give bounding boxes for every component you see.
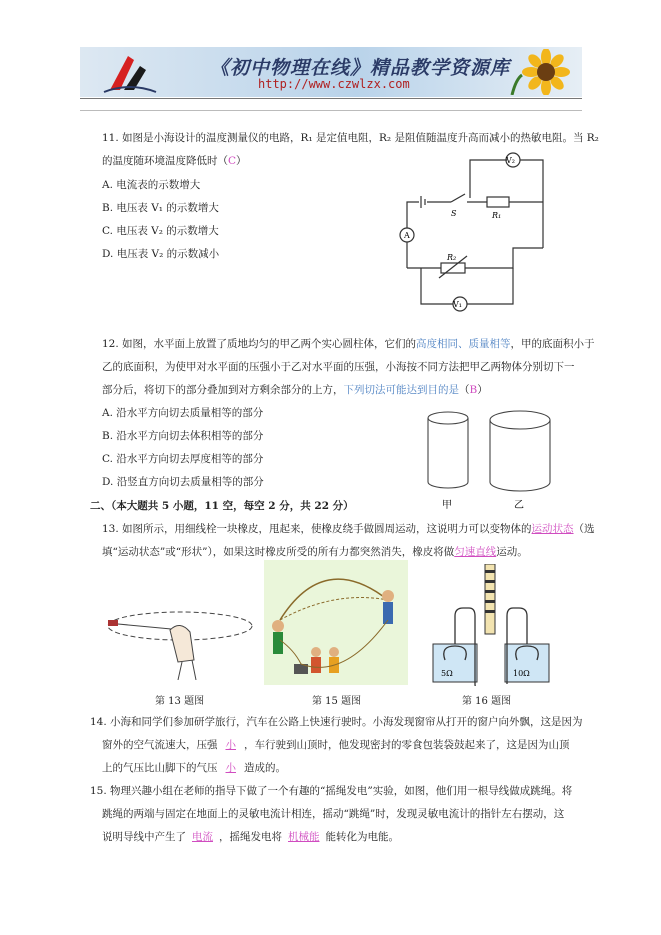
fig15-caption: 第 15 题图 <box>312 696 362 707</box>
fig16-joule-heating <box>425 564 560 686</box>
q12-answer: B <box>469 384 478 396</box>
resistor-5-label: 5Ω <box>441 669 453 678</box>
fig13-caption: 第 13 题图 <box>155 696 205 707</box>
circuit-ammeter-label: A <box>404 231 410 240</box>
fig16-caption: 第 16 题图 <box>462 696 512 707</box>
q13-answer-1: 运动状态 <box>531 523 574 535</box>
q12-line2: 乙的底面积，为使甲对水平面的压强小于乙对水平面的压强，小海按不同方法把甲乙两物体分别切下一 <box>102 361 575 373</box>
q12-line1: 12. 如图，水平面上放置了质地均匀的甲乙两个实心圆柱体，它们的高度相同、质量相等，甲的底面积小于 <box>102 338 595 350</box>
q11-option-b: B. 电压表 V₁ 的示数增大 <box>102 202 219 214</box>
circuit-r2-label: R₂ <box>447 253 457 262</box>
header-rule-thin <box>80 110 582 111</box>
header-banner <box>80 47 582 97</box>
section2-heading: 二、（本大题共 5 小题，11 空，每空 2 分，共 22 分） <box>90 500 354 512</box>
q11-answer: C <box>228 155 237 167</box>
banner-url: http://www.czwlzx.com <box>258 77 410 91</box>
q15-answer-1: 电流 <box>192 831 213 843</box>
q11-option-a: A. 电流表的示数增大 <box>102 179 201 191</box>
q15-line1: 15. 物理兴趣小组在老师的指导下做了一个有趣的“摇绳发电”实验，如图，他们用一根导线做成跳绳。将 <box>90 785 573 797</box>
q12-option-d: D. 沿竖直方向切去质量相等的部分 <box>102 476 264 488</box>
q14-line3: 上的气压比山脚下的气压 小 造成的。 <box>102 762 286 774</box>
q13-line1: 13. 如图所示，用细线栓一块橡皮，甩起来，使橡皮绕手做圆周运动，这说明力可以变物体的运动状态（选 <box>102 523 595 535</box>
q11-option-c: C. 电压表 V₂ 的示数增大 <box>102 225 219 237</box>
header-rule <box>80 98 582 99</box>
q11-line2: 的温度随环境温度降低时（C） <box>102 155 247 167</box>
logo-icon <box>100 52 160 94</box>
q13-answer-2: 匀速直线 <box>454 546 497 558</box>
banner-title: 《初中物理在线》精品教学资源库 <box>210 57 511 79</box>
circuit-v1-label: V₁ <box>453 300 462 309</box>
fig15-rope-generator <box>264 560 408 685</box>
q12-option-c: C. 沿水平方向切去厚度相等的部分 <box>102 453 264 465</box>
q11-line1: 11. 如图是小海设计的温度测量仪的电路，R₁ 是定值电阻，R₂ 是阻值随温度升高而减小的热敏电阻。当 R₂ <box>102 132 599 144</box>
q11-circuit-diagram <box>395 148 555 318</box>
circuit-v2-label: V₂ <box>506 156 515 165</box>
q15-answer-2: 机械能 <box>288 831 320 843</box>
q14-line2: 窗外的空气流速大，压强 小 ，车行驶到山顶时，他发现密封的零食包装袋鼓起来了，这是因为山顶 <box>102 739 570 751</box>
cylinder-yi-label: 乙 <box>514 500 524 511</box>
circuit-r1-label: R₁ <box>492 211 502 220</box>
q14-answer-2: 小 <box>225 762 236 774</box>
fig13-whirling-eraser <box>100 600 260 680</box>
circuit-switch-label: S <box>451 209 457 218</box>
q12-cylinders-figure <box>410 408 560 518</box>
q11-option-d: D. 电压表 V₂ 的示数减小 <box>102 248 220 260</box>
q13-line2: 填“运动状态”或“形状”），如果这时橡皮所受的所有力都突然消失，橡皮将做匀速直线运动。 <box>102 546 528 558</box>
sunflower-icon <box>506 49 576 95</box>
cylinder-jia-label: 甲 <box>442 500 452 511</box>
resistor-10-label: 10Ω <box>513 669 530 678</box>
q14-line1: 14. 小海和同学们参加研学旅行，汽车在公路上快速行驶时。小海发现窗帘从打开的窗户向外飘，这是因为 <box>90 716 583 728</box>
q15-line2: 跳绳的两端与固定在地面上的灵敏电流计相连，摇动“跳绳”时，发现灵敏电流计的指针左右摆动，这 <box>102 808 565 820</box>
q12-option-a: A. 沿水平方向切去质量相等的部分 <box>102 407 264 419</box>
q12-option-b: B. 沿水平方向切去体积相等的部分 <box>102 430 264 442</box>
q12-line3: 部分后，将切下的部分叠加到对方剩余部分的上方，下列切法可能达到目的是（B） <box>102 384 488 396</box>
q15-line3: 说明导线中产生了 电流 ，摇绳发电将 机械能 能转化为电能。 <box>102 831 399 843</box>
q14-answer-1: 小 <box>225 739 236 751</box>
